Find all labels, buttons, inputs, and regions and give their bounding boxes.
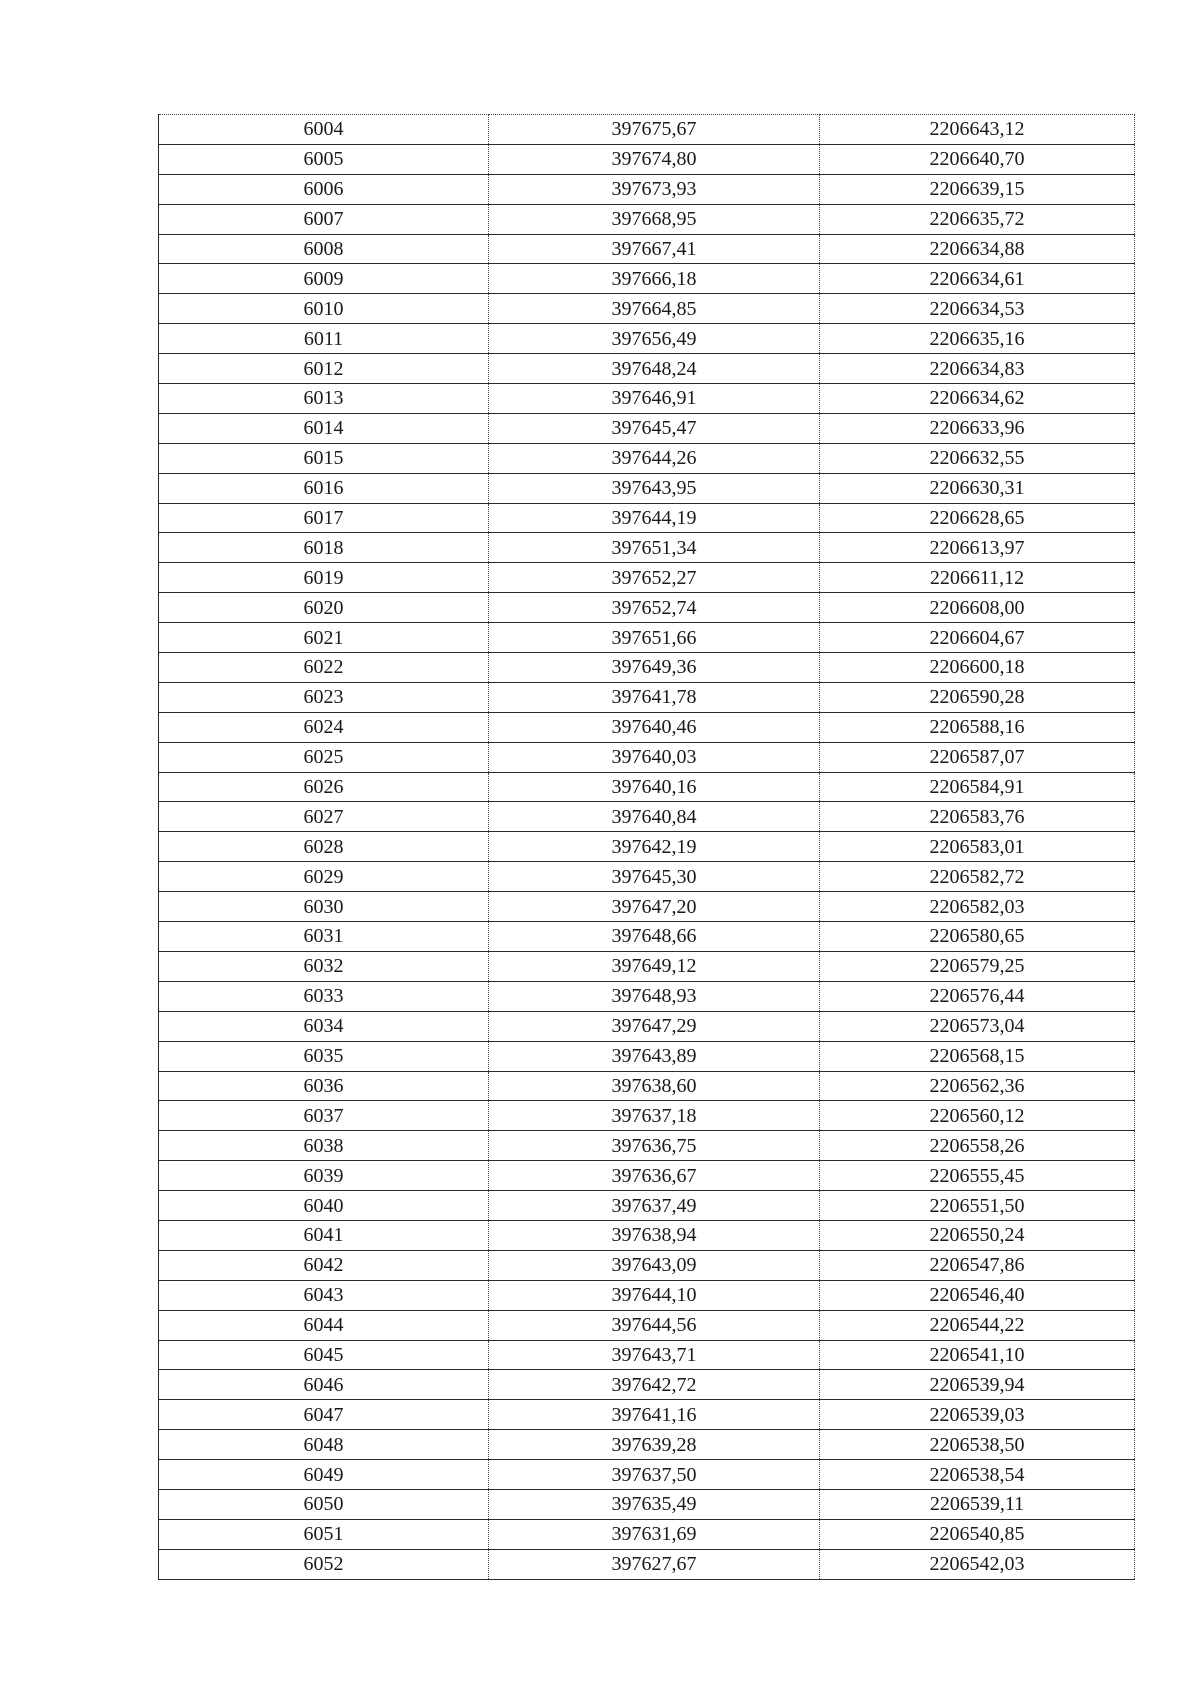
x-coordinate-cell: 397644,19 [489, 503, 820, 533]
y-coordinate-cell: 2206639,15 [820, 174, 1135, 204]
table-row [159, 712, 1135, 742]
point-number-cell: 6017 [159, 503, 489, 533]
x-coordinate-cell: 397645,30 [489, 862, 820, 892]
point-number-cell: 6006 [159, 174, 489, 204]
table-row [159, 1191, 1135, 1221]
point-number-cell: 6048 [159, 1430, 489, 1460]
y-coordinate-cell: 2206541,10 [820, 1340, 1135, 1370]
table-row [159, 951, 1135, 981]
table-row [159, 1310, 1135, 1340]
point-number-cell: 6008 [159, 234, 489, 264]
table-row [159, 623, 1135, 653]
table-row [159, 593, 1135, 623]
x-coordinate-cell: 397643,71 [489, 1340, 820, 1370]
table-row [159, 503, 1135, 533]
point-number-cell: 6035 [159, 1041, 489, 1071]
x-coordinate-cell: 397656,49 [489, 324, 820, 354]
point-number-cell: 6047 [159, 1400, 489, 1430]
point-number-cell: 6023 [159, 682, 489, 712]
point-number-cell: 6016 [159, 473, 489, 503]
y-coordinate-cell: 2206613,97 [820, 533, 1135, 563]
x-coordinate-cell: 397648,66 [489, 922, 820, 952]
y-coordinate-cell: 2206635,16 [820, 324, 1135, 354]
x-coordinate-cell: 397651,66 [489, 623, 820, 653]
y-coordinate-cell: 2206584,91 [820, 772, 1135, 802]
table-row [159, 742, 1135, 772]
table-row [159, 1011, 1135, 1041]
point-number-cell: 6015 [159, 443, 489, 473]
table-row [159, 473, 1135, 503]
table-row [159, 144, 1135, 174]
point-number-cell: 6030 [159, 892, 489, 922]
table-row [159, 1549, 1135, 1579]
table-row [159, 174, 1135, 204]
coordinates-table-body [159, 115, 1135, 1580]
table-row [159, 802, 1135, 832]
point-number-cell: 6020 [159, 593, 489, 623]
point-number-cell: 6044 [159, 1310, 489, 1340]
coordinates-table [158, 114, 1135, 1580]
point-number-cell: 6013 [159, 384, 489, 414]
y-coordinate-cell: 2206573,04 [820, 1011, 1135, 1041]
x-coordinate-cell: 397646,91 [489, 384, 820, 414]
table-row [159, 1460, 1135, 1490]
y-coordinate-cell: 2206568,15 [820, 1041, 1135, 1071]
x-coordinate-cell: 397635,49 [489, 1489, 820, 1519]
x-coordinate-cell: 397627,67 [489, 1549, 820, 1579]
table-row [159, 204, 1135, 234]
table-row [159, 413, 1135, 443]
y-coordinate-cell: 2206635,72 [820, 204, 1135, 234]
point-number-cell: 6018 [159, 533, 489, 563]
point-number-cell: 6033 [159, 981, 489, 1011]
point-number-cell: 6031 [159, 922, 489, 952]
table-row [159, 563, 1135, 593]
point-number-cell: 6038 [159, 1131, 489, 1161]
y-coordinate-cell: 2206576,44 [820, 981, 1135, 1011]
y-coordinate-cell: 2206546,40 [820, 1280, 1135, 1310]
y-coordinate-cell: 2206634,62 [820, 384, 1135, 414]
table-row [159, 443, 1135, 473]
y-coordinate-cell: 2206558,26 [820, 1131, 1135, 1161]
y-coordinate-cell: 2206600,18 [820, 653, 1135, 683]
x-coordinate-cell: 397648,93 [489, 981, 820, 1011]
y-coordinate-cell: 2206611,12 [820, 563, 1135, 593]
table-row [159, 533, 1135, 563]
x-coordinate-cell: 397641,16 [489, 1400, 820, 1430]
point-number-cell: 6051 [159, 1519, 489, 1549]
x-coordinate-cell: 397640,03 [489, 742, 820, 772]
point-number-cell: 6040 [159, 1191, 489, 1221]
x-coordinate-cell: 397639,28 [489, 1430, 820, 1460]
point-number-cell: 6042 [159, 1250, 489, 1280]
x-coordinate-cell: 397647,29 [489, 1011, 820, 1041]
x-coordinate-cell: 397638,94 [489, 1220, 820, 1250]
table-row [159, 832, 1135, 862]
point-number-cell: 6037 [159, 1101, 489, 1131]
table-row [159, 1280, 1135, 1310]
x-coordinate-cell: 397674,80 [489, 144, 820, 174]
table-row [159, 1131, 1135, 1161]
y-coordinate-cell: 2206643,12 [820, 115, 1135, 145]
table-row [159, 1250, 1135, 1280]
point-number-cell: 6019 [159, 563, 489, 593]
point-number-cell: 6007 [159, 204, 489, 234]
y-coordinate-cell: 2206539,11 [820, 1489, 1135, 1519]
y-coordinate-cell: 2206583,76 [820, 802, 1135, 832]
point-number-cell: 6046 [159, 1370, 489, 1400]
point-number-cell: 6025 [159, 742, 489, 772]
x-coordinate-cell: 397641,78 [489, 682, 820, 712]
table-row [159, 1519, 1135, 1549]
table-row [159, 115, 1135, 145]
point-number-cell: 6005 [159, 144, 489, 174]
y-coordinate-cell: 2206608,00 [820, 593, 1135, 623]
x-coordinate-cell: 397647,20 [489, 892, 820, 922]
point-number-cell: 6027 [159, 802, 489, 832]
table-row [159, 1220, 1135, 1250]
x-coordinate-cell: 397643,89 [489, 1041, 820, 1071]
x-coordinate-cell: 397643,09 [489, 1250, 820, 1280]
y-coordinate-cell: 2206590,28 [820, 682, 1135, 712]
point-number-cell: 6026 [159, 772, 489, 802]
x-coordinate-cell: 397648,24 [489, 354, 820, 384]
table-row [159, 1489, 1135, 1519]
y-coordinate-cell: 2206538,54 [820, 1460, 1135, 1490]
y-coordinate-cell: 2206547,86 [820, 1250, 1135, 1280]
x-coordinate-cell: 397631,69 [489, 1519, 820, 1549]
x-coordinate-cell: 397640,16 [489, 772, 820, 802]
x-coordinate-cell: 397643,95 [489, 473, 820, 503]
y-coordinate-cell: 2206582,72 [820, 862, 1135, 892]
y-coordinate-cell: 2206544,22 [820, 1310, 1135, 1340]
y-coordinate-cell: 2206555,45 [820, 1161, 1135, 1191]
y-coordinate-cell: 2206551,50 [820, 1191, 1135, 1221]
y-coordinate-cell: 2206539,94 [820, 1370, 1135, 1400]
x-coordinate-cell: 397664,85 [489, 294, 820, 324]
y-coordinate-cell: 2206550,24 [820, 1220, 1135, 1250]
table-row [159, 1101, 1135, 1131]
point-number-cell: 6012 [159, 354, 489, 384]
x-coordinate-cell: 397645,47 [489, 413, 820, 443]
x-coordinate-cell: 397675,67 [489, 115, 820, 145]
point-number-cell: 6043 [159, 1280, 489, 1310]
point-number-cell: 6041 [159, 1220, 489, 1250]
x-coordinate-cell: 397637,50 [489, 1460, 820, 1490]
x-coordinate-cell: 397667,41 [489, 234, 820, 264]
y-coordinate-cell: 2206587,07 [820, 742, 1135, 772]
x-coordinate-cell: 397636,75 [489, 1131, 820, 1161]
point-number-cell: 6004 [159, 115, 489, 145]
y-coordinate-cell: 2206542,03 [820, 1549, 1135, 1579]
point-number-cell: 6039 [159, 1161, 489, 1191]
point-number-cell: 6050 [159, 1489, 489, 1519]
x-coordinate-cell: 397652,27 [489, 563, 820, 593]
x-coordinate-cell: 397652,74 [489, 593, 820, 623]
x-coordinate-cell: 397640,84 [489, 802, 820, 832]
x-coordinate-cell: 397673,93 [489, 174, 820, 204]
table-row [159, 384, 1135, 414]
y-coordinate-cell: 2206562,36 [820, 1071, 1135, 1101]
point-number-cell: 6052 [159, 1549, 489, 1579]
table-row [159, 354, 1135, 384]
x-coordinate-cell: 397636,67 [489, 1161, 820, 1191]
y-coordinate-cell: 2206630,31 [820, 473, 1135, 503]
table-row [159, 1400, 1135, 1430]
y-coordinate-cell: 2206560,12 [820, 1101, 1135, 1131]
table-row [159, 294, 1135, 324]
point-number-cell: 6028 [159, 832, 489, 862]
x-coordinate-cell: 397649,36 [489, 653, 820, 683]
y-coordinate-cell: 2206539,03 [820, 1400, 1135, 1430]
x-coordinate-cell: 397649,12 [489, 951, 820, 981]
y-coordinate-cell: 2206540,85 [820, 1519, 1135, 1549]
x-coordinate-cell: 397637,49 [489, 1191, 820, 1221]
table-row [159, 653, 1135, 683]
x-coordinate-cell: 397642,72 [489, 1370, 820, 1400]
table-row [159, 772, 1135, 802]
y-coordinate-cell: 2206633,96 [820, 413, 1135, 443]
table-row [159, 1340, 1135, 1370]
y-coordinate-cell: 2206604,67 [820, 623, 1135, 653]
point-number-cell: 6024 [159, 712, 489, 742]
point-number-cell: 6049 [159, 1460, 489, 1490]
x-coordinate-cell: 397651,34 [489, 533, 820, 563]
y-coordinate-cell: 2206640,70 [820, 144, 1135, 174]
table-row [159, 234, 1135, 264]
y-coordinate-cell: 2206634,61 [820, 264, 1135, 294]
point-number-cell: 6034 [159, 1011, 489, 1041]
y-coordinate-cell: 2206579,25 [820, 951, 1135, 981]
x-coordinate-cell: 397644,56 [489, 1310, 820, 1340]
point-number-cell: 6010 [159, 294, 489, 324]
table-row [159, 264, 1135, 294]
table-row [159, 1041, 1135, 1071]
x-coordinate-cell: 397638,60 [489, 1071, 820, 1101]
table-row [159, 1071, 1135, 1101]
point-number-cell: 6009 [159, 264, 489, 294]
table-row [159, 1161, 1135, 1191]
y-coordinate-cell: 2206632,55 [820, 443, 1135, 473]
y-coordinate-cell: 2206634,88 [820, 234, 1135, 264]
point-number-cell: 6021 [159, 623, 489, 653]
point-number-cell: 6014 [159, 413, 489, 443]
x-coordinate-cell: 397640,46 [489, 712, 820, 742]
x-coordinate-cell: 397668,95 [489, 204, 820, 234]
y-coordinate-cell: 2206634,83 [820, 354, 1135, 384]
table-row [159, 981, 1135, 1011]
y-coordinate-cell: 2206634,53 [820, 294, 1135, 324]
table-row [159, 324, 1135, 354]
table-row [159, 892, 1135, 922]
y-coordinate-cell: 2206538,50 [820, 1430, 1135, 1460]
y-coordinate-cell: 2206580,65 [820, 922, 1135, 952]
point-number-cell: 6022 [159, 653, 489, 683]
x-coordinate-cell: 397666,18 [489, 264, 820, 294]
point-number-cell: 6032 [159, 951, 489, 981]
y-coordinate-cell: 2206583,01 [820, 832, 1135, 862]
x-coordinate-cell: 397642,19 [489, 832, 820, 862]
x-coordinate-cell: 397637,18 [489, 1101, 820, 1131]
point-number-cell: 6036 [159, 1071, 489, 1101]
table-row [159, 862, 1135, 892]
point-number-cell: 6011 [159, 324, 489, 354]
x-coordinate-cell: 397644,10 [489, 1280, 820, 1310]
table-row [159, 1370, 1135, 1400]
y-coordinate-cell: 2206582,03 [820, 892, 1135, 922]
y-coordinate-cell: 2206628,65 [820, 503, 1135, 533]
point-number-cell: 6029 [159, 862, 489, 892]
y-coordinate-cell: 2206588,16 [820, 712, 1135, 742]
table-row [159, 922, 1135, 952]
point-number-cell: 6045 [159, 1340, 489, 1370]
table-row [159, 1430, 1135, 1460]
table-row [159, 682, 1135, 712]
x-coordinate-cell: 397644,26 [489, 443, 820, 473]
